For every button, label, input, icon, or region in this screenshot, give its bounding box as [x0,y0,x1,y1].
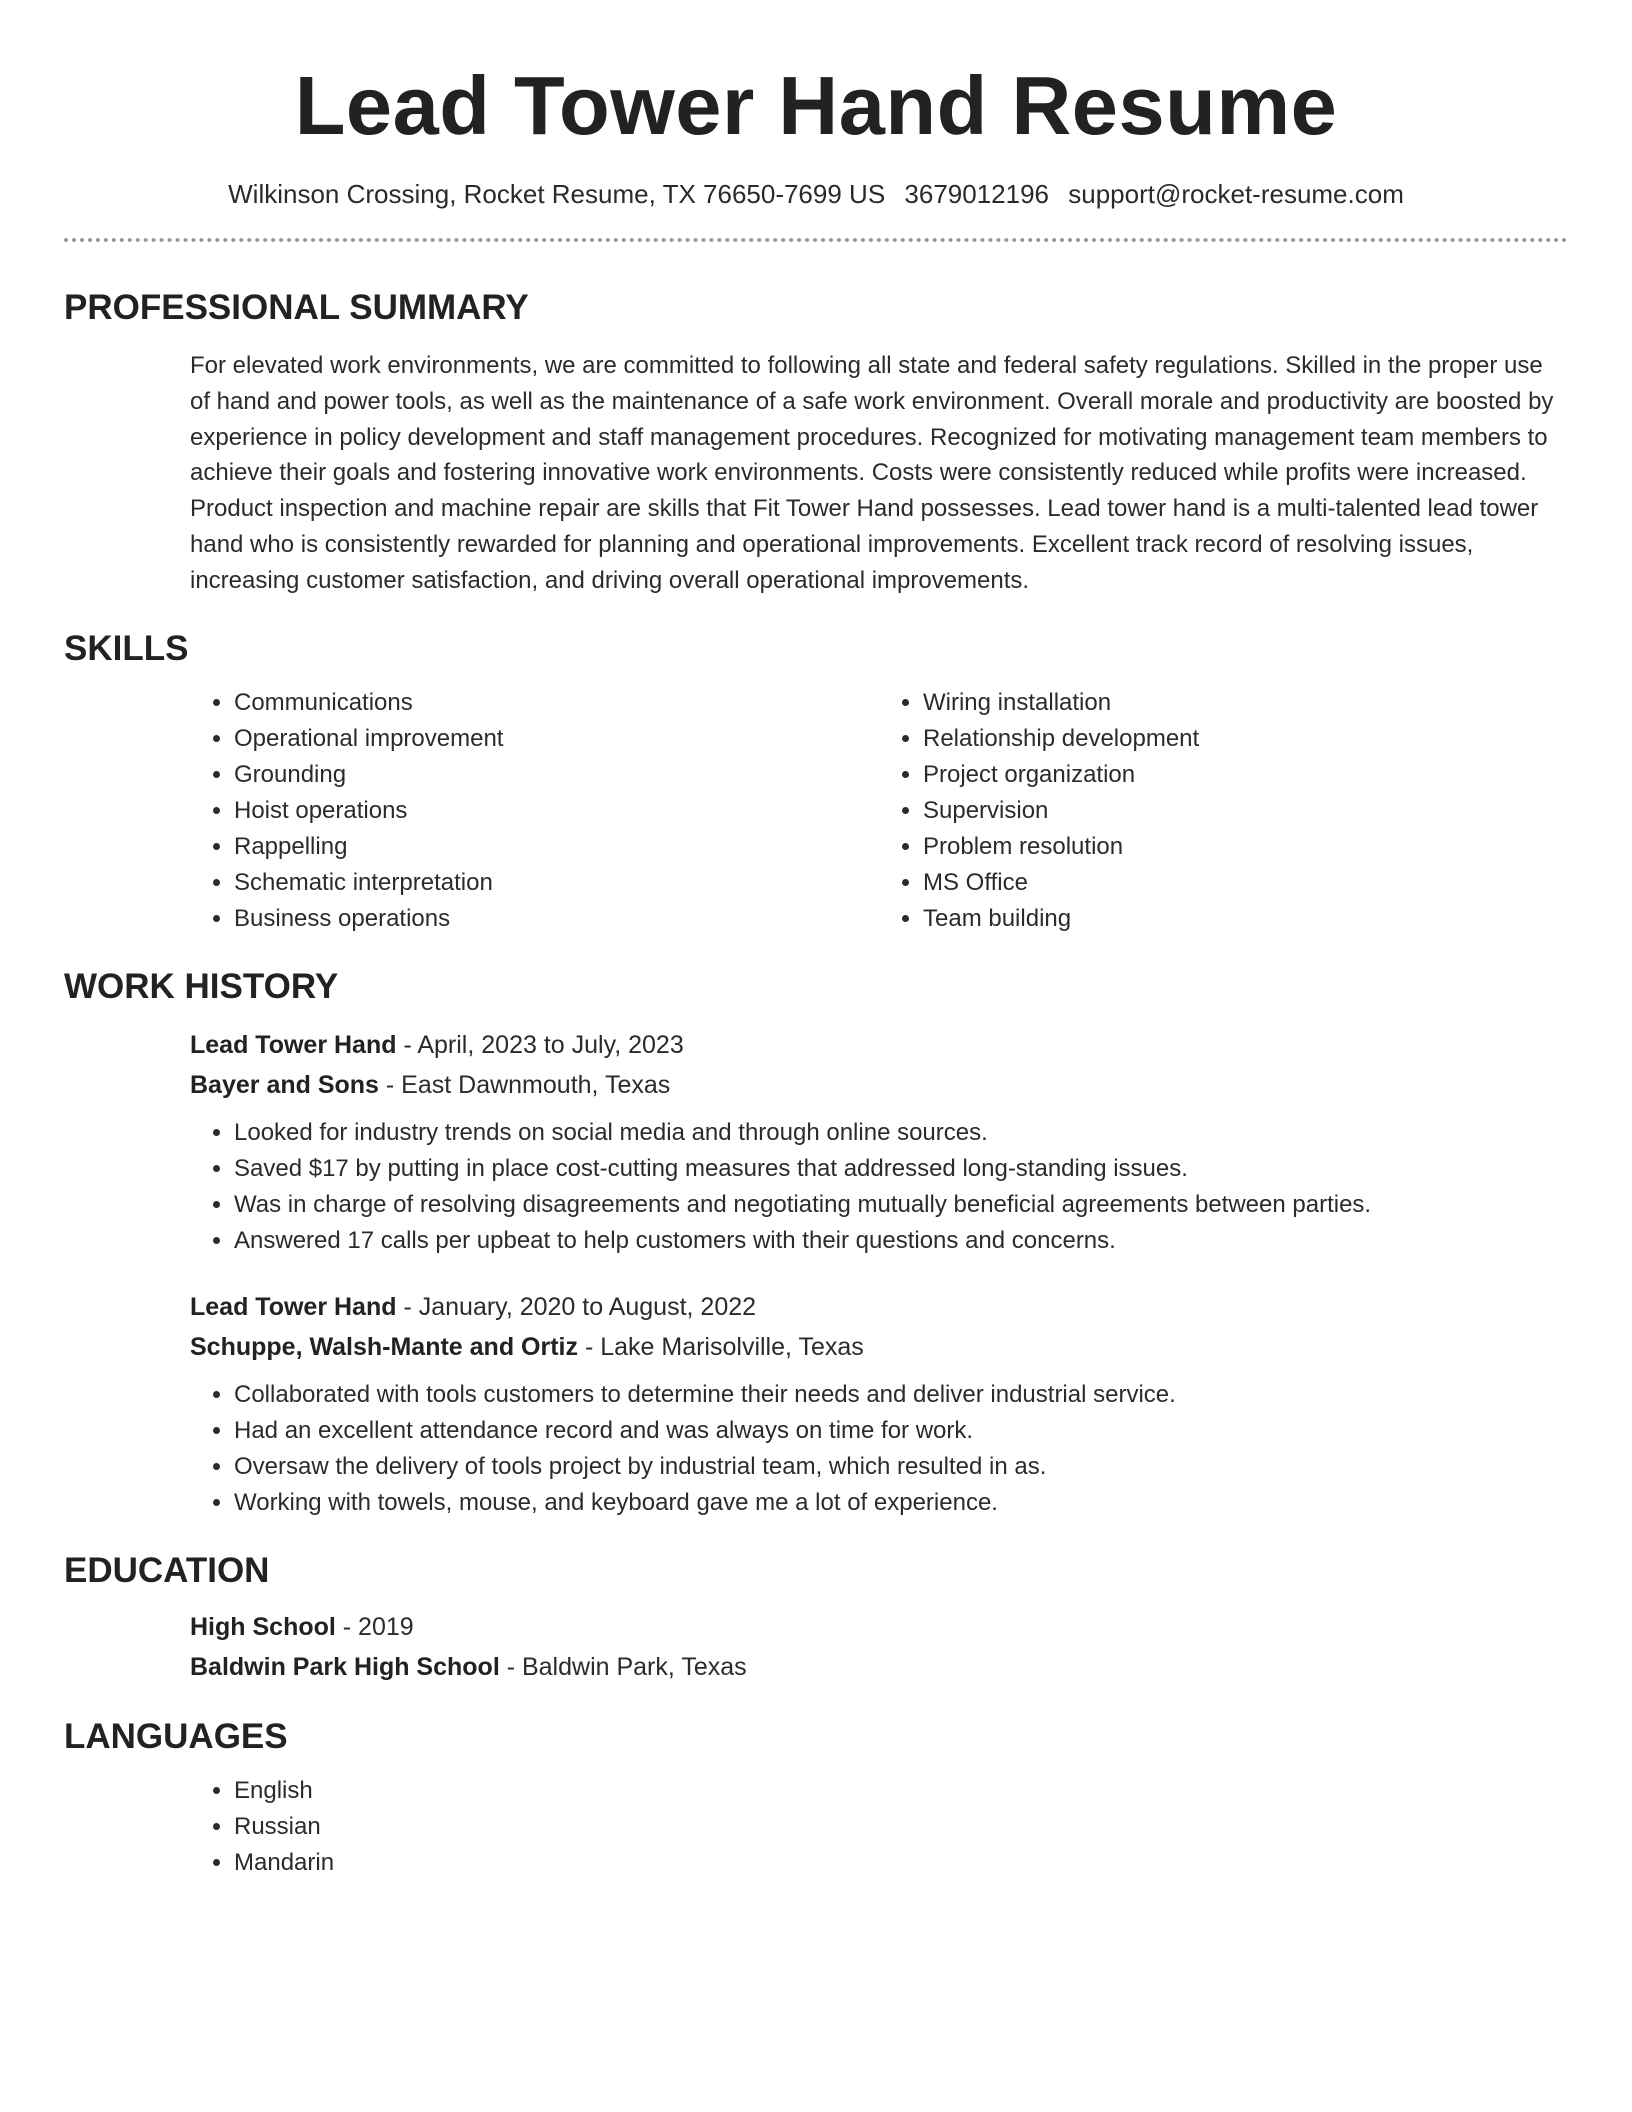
job-dates: - January, 2020 to August, 2022 [396,1292,757,1321]
skill-item: • Supervision [923,793,1568,829]
job-company: Schuppe, Walsh-Mante and Ortiz [190,1332,578,1361]
education-school-line [190,1647,1568,1687]
job-dates: - April, 2023 to July, 2023 [396,1030,684,1059]
job-bullets [190,1377,1568,1521]
job-bullet: • Answered 17 calls per upbeat to help customers with their questions and concerns. [234,1223,1568,1259]
job-bullet: • Was in charge of resolving disagreements and negotiating mutually beneficial agreements between parties. [234,1187,1568,1223]
job-company-line [190,1065,1568,1105]
section-heading: WORK HISTORY [64,966,339,1006]
education-location: - Baldwin Park, Texas [499,1652,747,1681]
languages-list [190,1773,1568,1881]
job-location: - Lake Marisolville, Texas [578,1332,864,1361]
skill-item: • Schematic interpretation [234,865,879,901]
job-title-line [190,1025,1568,1065]
job-entry [190,1025,1568,1259]
resume-title: Lead Tower Hand Resume [294,59,1338,152]
job-bullet: • Had an excellent attendance record and was always on time for work. [234,1413,1568,1449]
job-bullet: • Oversaw the delivery of tools project by industrial team, which resulted in as. [234,1449,1568,1485]
job-bullet: • Collaborated with tools customers to determine their needs and deliver industrial service. [234,1377,1568,1413]
job-bullets [190,1115,1568,1259]
skill-item: • Wiring installation [923,685,1568,721]
skill-item: • Communications [234,685,879,721]
skills-column-left [190,685,879,937]
section-heading: SKILLS [64,628,189,668]
section-heading: LANGUAGES [64,1716,288,1756]
education-year: - 2019 [335,1612,414,1641]
education-entry [190,1607,1568,1687]
language-item: • Russian [234,1809,1568,1845]
skill-item: • Hoist operations [234,793,879,829]
job-company-line [190,1327,1568,1367]
language-item: • English [234,1773,1568,1809]
language-item: • Mandarin [234,1845,1568,1881]
skill-item: • Problem resolution [923,829,1568,865]
job-title-line [190,1287,1568,1327]
job-bullet: • Looked for industry trends on social media and through online sources. [234,1115,1568,1151]
job-bullet: • Saved $17 by putting in place cost-cutting measures that addressed long-standing issues. [234,1151,1568,1187]
skills-section [64,627,1568,937]
header-divider [64,238,1568,242]
job-title: Lead Tower Hand [190,1030,397,1059]
contact-email: support@rocket-resume.com [1068,179,1404,209]
job-entry [190,1287,1568,1521]
skill-item: • Operational improvement [234,721,879,757]
contact-line [64,176,1568,212]
skill-item: • Team building [923,901,1568,937]
skill-item: • Business operations [234,901,879,937]
job-company: Bayer and Sons [190,1070,379,1099]
skills-grid [190,685,1568,937]
skill-item: • MS Office [923,865,1568,901]
contact-address: Wilkinson Crossing, Rocket Resume, TX 76650-7699 US [228,179,886,209]
professional-summary-section [64,286,1568,599]
education-section [64,1549,1568,1687]
job-title: Lead Tower Hand [190,1292,397,1321]
skill-item: • Project organization [923,757,1568,793]
education-degree-line [190,1607,1568,1647]
skills-column-right [879,685,1568,937]
work-history-section [64,965,1568,1521]
education-school: Baldwin Park High School [190,1652,500,1681]
job-bullet: • Working with towels, mouse, and keyboard gave me a lot of experience. [234,1485,1568,1521]
skill-item: • Grounding [234,757,879,793]
summary-paragraph: For elevated work environments, we are committed to following all state and federal safety regulations. Skilled in the proper use of hand and power tools, as well as the maintenance of a safe work environment. Overall morale and productivity are boosted by experience in policy development and staff management procedures. Recognized for motivating management team members to achieve their goals and fostering innovative work environments. Costs were consistently reduced while profits were increased. Product inspection and machine repair are skills that Fit Tower Hand possesses. Lead tower hand is a multi-talented lead tower hand who is consistently rewarded for planning and operational improvements. Excellent track record of resolving issues, increasing customer satisfaction, and driving overall operational improvements. [190,352,1554,594]
job-location: - East Dawnmouth, Texas [378,1070,671,1099]
skill-item: • Relationship development [923,721,1568,757]
section-heading: EDUCATION [64,1550,270,1590]
section-heading: PROFESSIONAL SUMMARY [64,288,529,327]
education-degree: High School [190,1612,336,1641]
contact-phone: 3679012196 [904,179,1050,209]
skill-item: • Rappelling [234,829,879,865]
languages-section [64,1715,1568,1881]
languages-list-wrapper [190,1773,1568,1881]
